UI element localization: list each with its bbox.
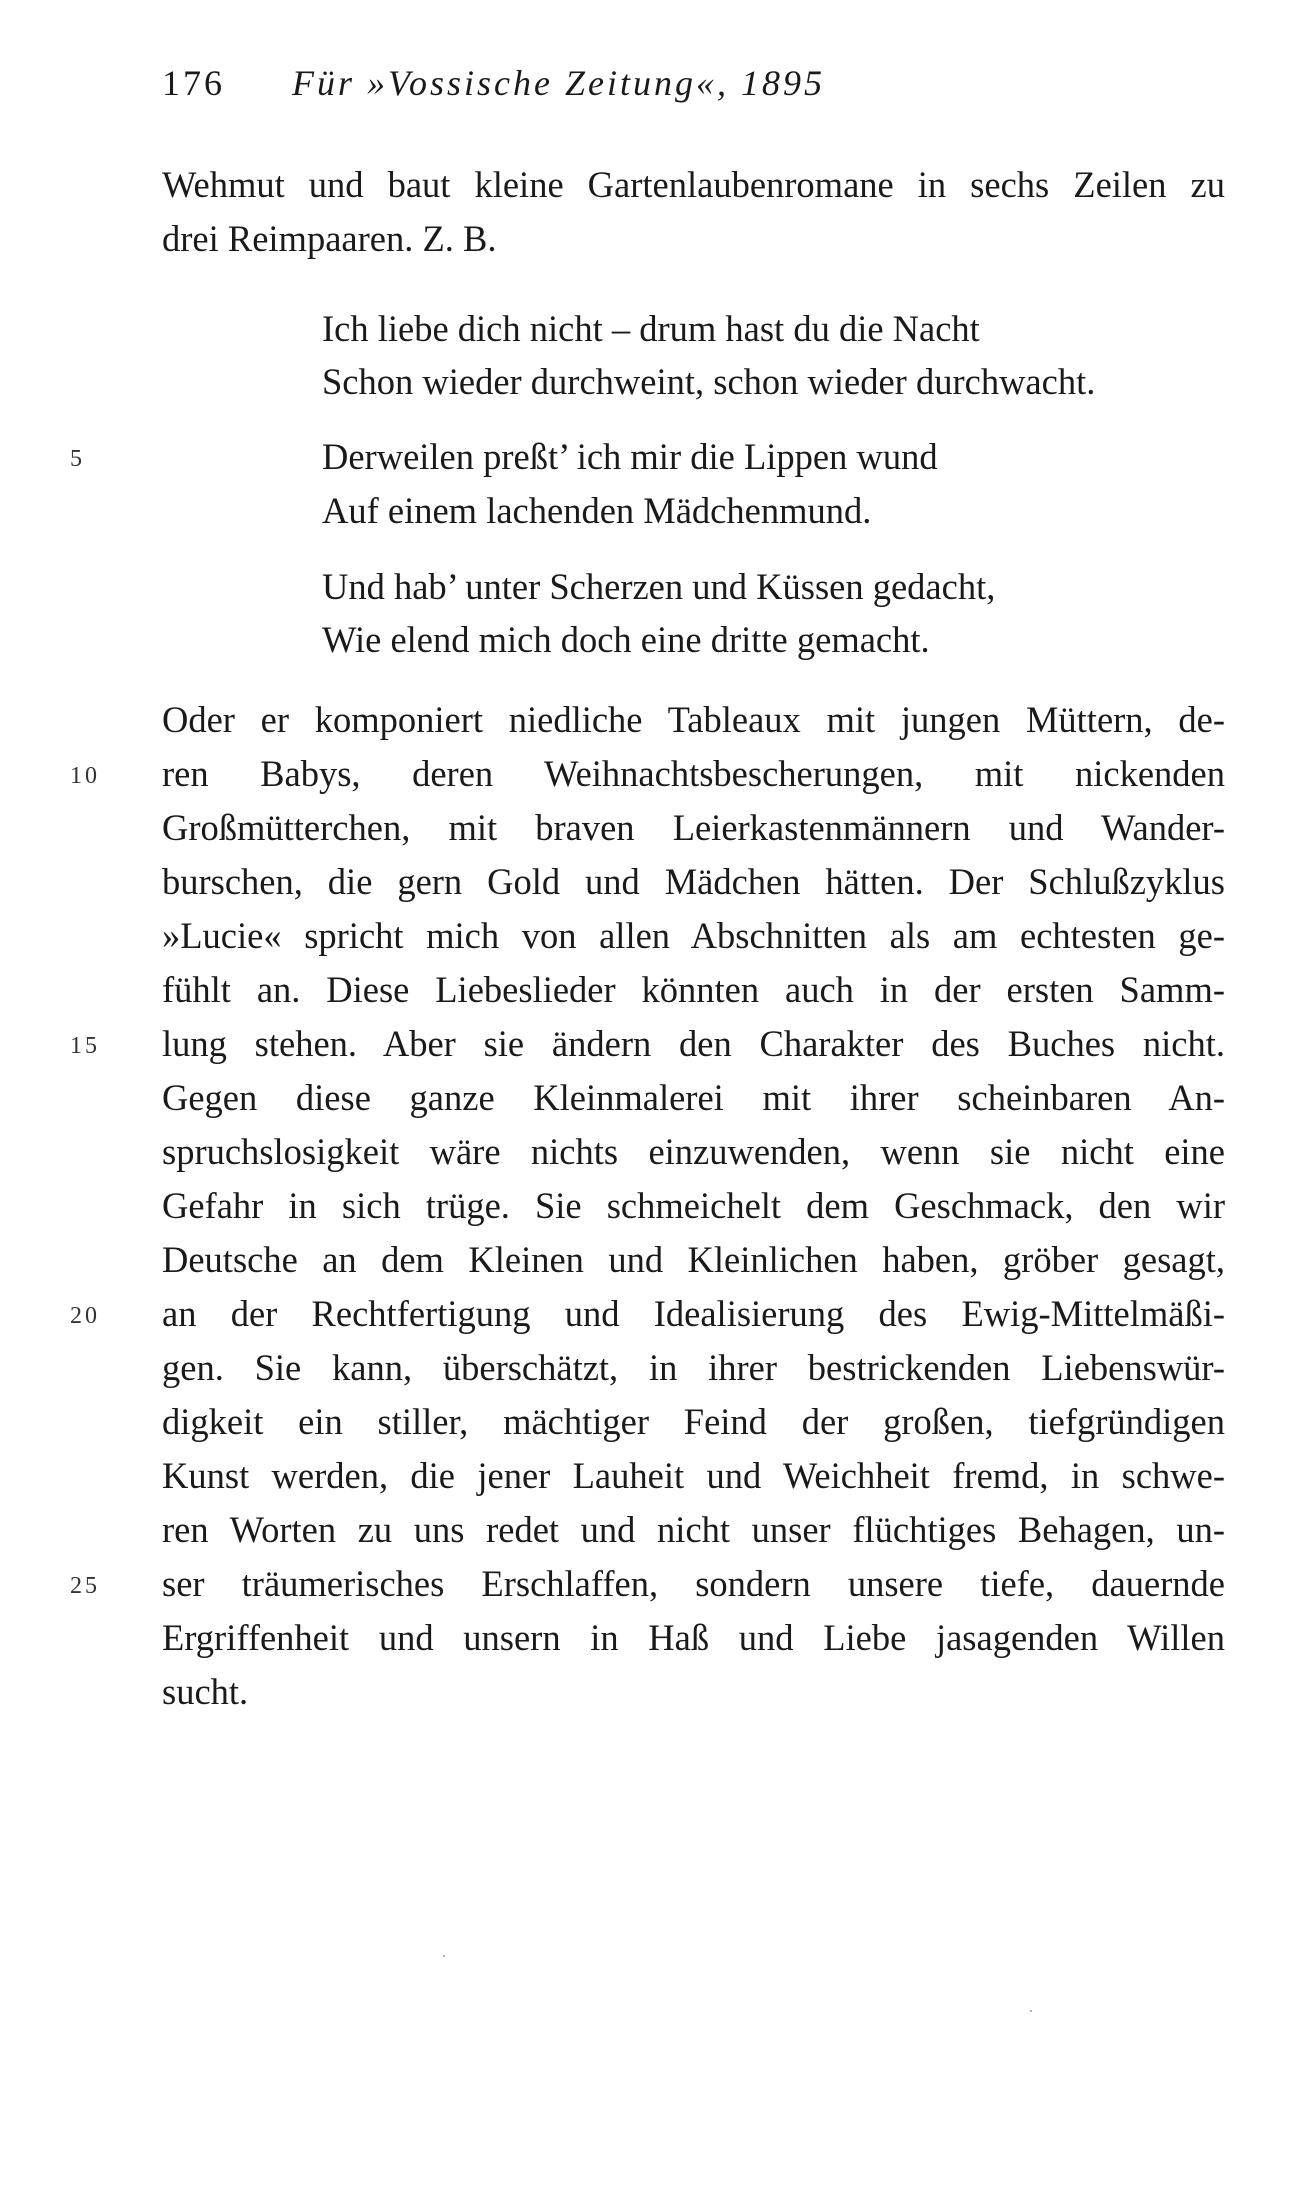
text-line: digkeit ein stiller, mächtiger Feind der großen, tiefgründigen	[162, 1401, 1225, 1442]
text-line: Ergriffenheit und unsern in Haß und Liebe jasagenden Willen	[162, 1617, 1225, 1658]
running-title: Für »Vossische Zeitung«, 1895	[292, 63, 825, 103]
verse-line: Derweilen preßt’ ich mir die Lippen wund	[322, 436, 938, 477]
line-number: 25	[70, 1573, 100, 1599]
text-line: an der Rechtfertigung und Idealisierung des Ewig-Mittelmäßi-	[162, 1293, 1225, 1334]
verse-line: Auf einem lachenden Mädchenmund.	[322, 490, 872, 531]
text-line: Wehmut und baut kleine Gartenlaubenromane in sechs Zeilen zu	[162, 164, 1225, 205]
text-line: lung stehen. Aber sie ändern den Charakter des Buches nicht.	[162, 1023, 1225, 1064]
text-line: Oder er komponiert niedliche Tableaux mit jungen Müttern, de-	[162, 699, 1225, 740]
text-line: drei Reimpaaren. Z. B.	[162, 218, 497, 259]
text-line: Großmütterchen, mit braven Leierkastenmännern und Wander-	[162, 807, 1225, 848]
text-line: burschen, die gern Gold und Mädchen hätten. Der Schlußzyklus	[162, 861, 1225, 902]
text-line: ren Babys, deren Weihnachtsbescherungen, mit nickenden	[162, 753, 1225, 794]
verse-line: Schon wieder durchweint, schon wieder durchwacht.	[322, 361, 1096, 402]
verse-line: Ich liebe dich nicht – drum hast du die Nacht	[322, 308, 980, 349]
running-header	[162, 62, 825, 104]
text-line: Kunst werden, die jener Lauheit und Weichheit fremd, in schwe-	[162, 1455, 1225, 1496]
text-line: ren Worten zu uns redet und nicht unser flüchtiges Behagen, un-	[162, 1509, 1225, 1550]
text-line: spruchslosigkeit wäre nichts einzuwenden, wenn sie nicht eine	[162, 1131, 1225, 1172]
scan-speck	[1030, 2010, 1032, 2012]
line-number: 15	[70, 1033, 100, 1059]
page-number: 176	[162, 63, 225, 103]
verse-line: Wie elend mich doch eine dritte gemacht.	[322, 619, 930, 660]
verse-line: Und hab’ unter Scherzen und Küssen gedacht,	[322, 566, 996, 607]
line-number: 10	[70, 763, 100, 789]
text-line: Gegen diese ganze Kleinmalerei mit ihrer scheinbaren An-	[162, 1077, 1225, 1118]
text-line: gen. Sie kann, überschätzt, in ihrer bestrickenden Liebenswür-	[162, 1347, 1225, 1388]
text-line: sucht.	[162, 1671, 249, 1712]
text-line: ser träumerisches Erschlaffen, sondern unsere tiefe, dauernde	[162, 1563, 1225, 1604]
text-line: Deutsche an dem Kleinen und Kleinlichen haben, gröber gesagt,	[162, 1239, 1225, 1280]
scan-speck	[443, 1955, 445, 1957]
text-line: fühlt an. Diese Liebeslieder könnten auch in der ersten Samm-	[162, 969, 1225, 1010]
text-line: »Lucie« spricht mich von allen Abschnitten als am echtesten ge-	[162, 915, 1225, 956]
text-line: Gefahr in sich trüge. Sie schmeichelt dem Geschmack, den wir	[162, 1185, 1225, 1226]
line-number: 20	[70, 1303, 100, 1329]
line-number: 5	[70, 446, 85, 472]
